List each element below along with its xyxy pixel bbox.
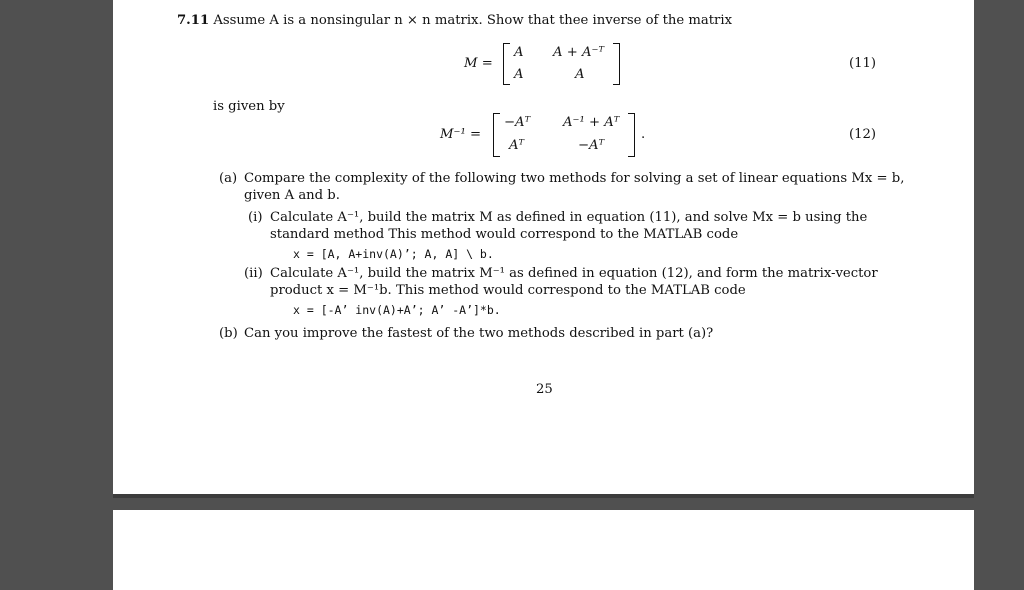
part-a-i-line-2: standard method This method would correspond to the MATLAB code (270, 227, 739, 242)
eq11-left-bracket (503, 43, 510, 85)
eq11-tag: (11) (849, 56, 877, 71)
eq11-cell-21: A (514, 67, 524, 82)
part-a-ii-line-1: Calculate A⁻¹, build the matrix M⁻¹ as defined in equation (12), and form the matrix-vector (270, 266, 878, 281)
eq11-cell-22: A (575, 67, 585, 82)
eq12-cell-21: Aᵀ (509, 138, 525, 153)
part-a-ii-label: (ii) (244, 266, 263, 281)
eq12-cell-12: A⁻¹ + Aᵀ (563, 115, 620, 130)
part-a-i-label: (i) (248, 210, 263, 225)
part-a-line-1: Compare the complexity of the following two methods for solving a set of linear equations Mx = b, (244, 171, 905, 186)
eq12-lhs: M⁻¹ = (440, 127, 481, 142)
given-by-text: is given by (213, 99, 285, 114)
part-a-ii-matlab-code: x = [-A’ inv(A)+A’; A’ -A’]*b. (293, 303, 501, 317)
part-a-ii-line-2: product x = M⁻¹b. This method would correspond to the MATLAB code (270, 283, 746, 298)
page-shadow (113, 494, 974, 498)
part-a-i-matlab-code: x = [A, A+inv(A)’; A, A] \ b. (293, 247, 494, 261)
eq12-right-bracket (628, 113, 635, 157)
eq12-cell-22: −Aᵀ (578, 138, 605, 153)
eq11-lhs: M = (464, 56, 493, 71)
problem-number: 7.11 (177, 13, 210, 28)
eq12-tag: (12) (849, 127, 877, 142)
part-a-label: (a) (219, 171, 238, 186)
document-page (113, 0, 974, 494)
page-number: 25 (536, 382, 553, 397)
eq11-cell-12: A + A⁻ᵀ (553, 45, 604, 60)
problem-intro-line (177, 13, 732, 29)
part-b-label: (b) (219, 326, 238, 341)
eq12-cell-11: −Aᵀ (504, 115, 531, 130)
part-a-i-line-1: Calculate A⁻¹, build the matrix M as defined in equation (11), and solve Mx = b using the (270, 210, 868, 225)
part-b-text: Can you improve the fastest of the two methods described in part (a)? (244, 326, 714, 341)
eq11-right-bracket (613, 43, 620, 85)
part-a-line-2: given A and b. (244, 188, 340, 203)
eq12-period: . (641, 127, 646, 142)
problem-intro: Assume A is a nonsingular n × n matrix. Show that thee inverse of the matrix (213, 13, 733, 28)
eq11-cell-11: A (514, 45, 524, 60)
next-document-page (113, 510, 974, 590)
eq12-left-bracket (493, 113, 500, 157)
